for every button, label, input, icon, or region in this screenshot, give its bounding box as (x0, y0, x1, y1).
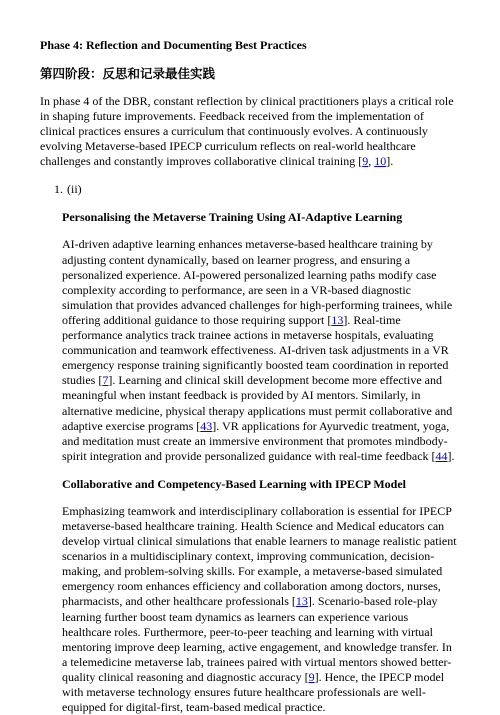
citation-link[interactable]: 7 (102, 373, 109, 388)
numbered-list-item (40, 182, 460, 197)
citation-link[interactable]: 9 (362, 154, 369, 169)
ai-adaptive-paragraph (62, 237, 460, 463)
ipecp-paragraph (62, 504, 460, 715)
citation-close: ]. (386, 154, 394, 169)
paragraph-text: ]. VR applications for Ayurvedic treatment, yoga, and meditation must create an immersive environment that promotes mindbody-spirit integration and provide personalized guidance with real-time feedback [ (62, 418, 450, 463)
paragraph-text: ]. Hence, the IPECP model with metaverse technology ensures future healthcare professionals are well-equipped for digital-first, team-based medical practice. (62, 669, 445, 715)
citation-link[interactable]: 9 (308, 669, 315, 684)
paragraph-text: ]. (447, 448, 455, 463)
section-heading-english: Phase 4: Reflection and Documenting Best Practices (40, 38, 307, 52)
subsection-heading-ipecp: Collaborative and Competency-Based Learning with IPECP Model (62, 476, 406, 491)
paragraph-text: ]. Scenario-based role-play learning further boost team dynamics as learners can experience various healthcare roles. Furthermore, peer-to-peer teaching and learning with virtual mentoring improve deep learning, active engagement, and knowledge transfer. In a telemedicine metaverse lab, trainees paired with virtual mentors showed better-quality clinical reasoning and diagnostic accuracy [ (62, 594, 452, 684)
citation-link[interactable]: 13 (295, 594, 308, 609)
citation-link[interactable]: 44 (435, 448, 448, 463)
list-marker: 1. (54, 182, 63, 197)
intro-text: In phase 4 of the DBR, constant reflection by clinical practitioners plays a critical role in shaping future improvements. Feedback received from the implementation of clinical practices ensures a curriculum that continuously evolves. A continuously evolving Metaverse-based IPECP curriculum reflects on real-world healthcare challenges and constantly improves collaborative clinical training [ (40, 94, 454, 169)
paragraph-text: ]. Real-time performance analytics track trainee actions in metaverse hospitals, evaluating communication and teamwork effectiveness. AI-driven task adjustments in a VR emergency response training significantly boosted team coordination in reported studies [ (62, 312, 449, 388)
document-page (40, 38, 460, 715)
citation-link[interactable]: 43 (200, 418, 213, 433)
citation-link[interactable]: 13 (331, 312, 344, 327)
list-item-label: (ii) (67, 182, 82, 197)
paragraph-text: ]. Learning and clinical skill development become more effective and meaningful when instant feedback is provided by AI mentors. Similarly, in alternative medicine, physical therapy applications must permit collaborative and adaptive exercise programs [ (62, 373, 453, 433)
citation-link[interactable]: 10 (374, 154, 387, 169)
paragraph-text: Emphasizing teamwork and interdisciplinary collaboration is essential for IPECP metaverse-based healthcare training. Health Science and Medical educators can develop virtual clinical simulations that enable learners to manage realistic patient scenarios in a multidisciplinary context, improving communication, decision-making, and problem-solving skills. For example, a metaverse-based simulated emergency room enhances efficiency and collaboration among doctors, nurses, pharmacists, and other healthcare professionals [ (62, 503, 457, 609)
subsection-heading-ai-adaptive: Personalising the Metaverse Training Using AI-Adaptive Learning (62, 210, 403, 225)
paragraph-text: AI-driven adaptive learning enhances metaverse-based healthcare training by adjusting content dynamically, based on learner progress, and ensuring a personalized experience. AI-powered personalized learning paths modify case complexity according to performance, are seen in a VR-based diagnostic simulation that provides advanced challenges for high-performing trainees, while offering additional guidance to those requiring support [ (62, 237, 453, 327)
citation-separator: , (368, 154, 375, 169)
section-heading-chinese: 第四阶段：反思和记录最佳实践 (40, 66, 216, 81)
intro-paragraph (40, 94, 460, 169)
